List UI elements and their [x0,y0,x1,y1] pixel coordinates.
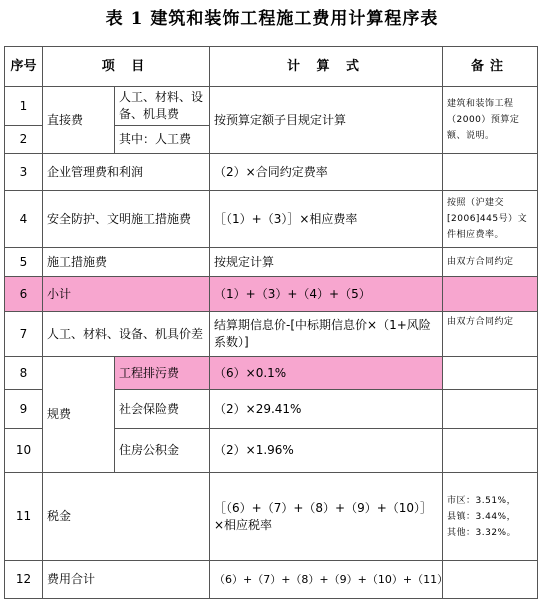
table-row [5,191,538,248]
row-formula: ［（1）+（3）］×相应费率 [210,191,443,248]
row-formula: （6）+（7）+（8）+（9）+（10）+（11） [210,561,443,599]
row-remark [443,390,538,429]
row-item: 直接费 [43,87,115,154]
table-title: 表 1 建筑和装饰工程施工费用计算程序表 [105,9,439,29]
row-formula: ［（6）+（7）+（8）+（9）+（10）］×相应税率 [210,473,443,561]
row-item: 人工、材料、设备、机具价差 [43,312,210,357]
row-formula: 按规定计算 [210,248,443,277]
row-num: 12 [5,561,43,599]
row-item: 规费 [43,357,115,473]
row-formula: 结算期信息价-[中标期信息价×（1+风险系数）] [210,312,443,357]
row-item: 费用合计 [43,561,210,599]
row-formula: （1）+（3）+（4）+（5） [210,277,443,312]
row-num: 7 [5,312,43,357]
header-remark: 备注 [443,47,538,87]
row-subitem: 人工、材料、设备、机具费 [115,87,210,126]
row-item: 小计 [43,277,210,312]
row-remark: 由双方合同约定 [443,248,538,277]
row-num: 1 [5,87,43,126]
header-row [5,47,538,87]
row-remark [443,429,538,473]
row-num: 9 [5,390,43,429]
row-formula: （2）×1.96% [210,429,443,473]
tax-rate-urban: 市区：3.51%， [447,495,517,506]
table-row [5,87,538,126]
row-formula: （2）×29.41% [210,390,443,429]
table-row [5,561,538,599]
row-remark [443,473,538,561]
row-remark: 由双方合同约定 [443,312,538,357]
row-remark: 按照（沪建交[2006]445号）文件相应费率。 [443,191,538,248]
table-row [5,154,538,191]
row-num: 4 [5,191,43,248]
row-subitem: 社会保险费 [115,390,210,429]
header-formula: 计 算 式 [210,47,443,87]
table-row [5,473,538,561]
table-row [5,277,538,312]
table-row [5,357,538,390]
row-subitem: 工程排污费 [115,357,210,390]
row-item: 施工措施费 [43,248,210,277]
row-formula: （6）×0.1% [210,357,443,390]
row-subitem: 其中：人工费 [115,126,210,154]
row-num: 8 [5,357,43,390]
tax-rate-other: 其他：3.32%。 [447,527,517,538]
row-formula: 按预算定额子目规定计算 [210,87,443,154]
row-num: 6 [5,277,43,312]
row-item: 企业管理费和利润 [43,154,210,191]
row-formula: （2）×合同约定费率 [210,154,443,191]
row-remark [443,561,538,599]
row-remark: 建筑和装饰工程（2000）预算定额、说明。 [443,87,538,154]
row-remark [443,277,538,312]
row-remark [443,154,538,191]
row-remark [443,357,538,390]
fee-calculation-table [4,46,538,599]
row-num: 10 [5,429,43,473]
row-num: 5 [5,248,43,277]
table-row [5,248,538,277]
row-item: 税金 [43,473,210,561]
row-num: 3 [5,154,43,191]
header-num: 序号 [5,47,43,87]
row-num: 2 [5,126,43,154]
tax-rate-county: 县镇：3.44%， [447,511,517,522]
table-row [5,312,538,357]
row-subitem: 住房公积金 [115,429,210,473]
row-num: 11 [5,473,43,561]
row-item: 安全防护、文明施工措施费 [43,191,210,248]
header-item: 项 目 [43,47,210,87]
